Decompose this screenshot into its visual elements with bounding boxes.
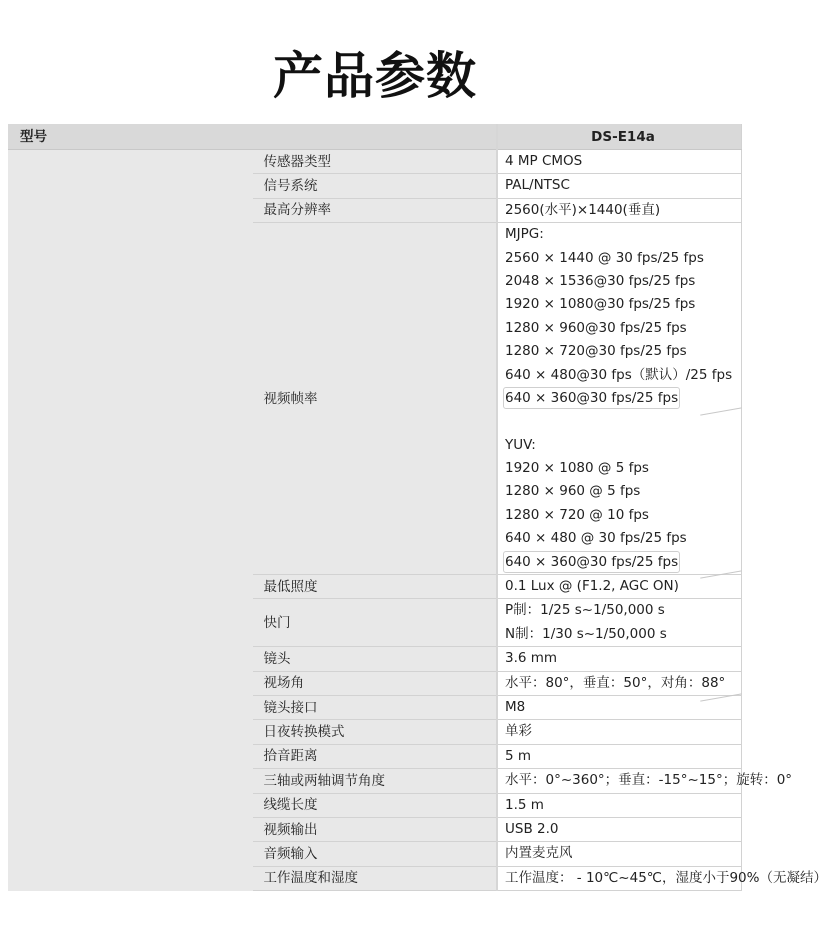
row-label: 音频输入 (253, 842, 498, 866)
row-value (497, 744, 742, 768)
page-title: 产品参数 (273, 47, 477, 105)
table-row (8, 223, 742, 575)
row-indent (8, 842, 253, 866)
value-line: 1280 × 960@30 fps/25 fps (505, 319, 687, 336)
table-row (8, 174, 742, 198)
row-label: 三轴或两轴调节角度 (253, 769, 498, 793)
table-row (8, 744, 742, 768)
highlighted-value: 640 × 360@30 fps/25 fps (503, 387, 680, 409)
value-line: 1.5 m (505, 796, 544, 813)
value-line: 4 MP CMOS (505, 153, 583, 169)
spec-table (8, 124, 827, 891)
table-row (8, 793, 742, 817)
value-line: 2048 × 1536@30 fps/25 fps (505, 272, 696, 289)
row-value (497, 174, 742, 198)
value-line: 1280 × 720 @ 10 fps (505, 506, 649, 523)
value-line: MJPG: (505, 226, 544, 243)
row-label: 传感器类型 (253, 150, 498, 174)
value-line: 640 × 480@30 fps（默认）/25 fps (505, 366, 733, 383)
row-indent (8, 575, 253, 599)
table-row (8, 150, 742, 174)
row-indent (8, 150, 253, 174)
row-label: 拾音距离 (253, 744, 498, 768)
row-value (497, 769, 793, 793)
header-label: 型号 (8, 124, 497, 150)
value-line: N制：1/30 s~1/50,000 s (505, 625, 667, 642)
table-row (8, 720, 742, 744)
row-indent (8, 198, 253, 222)
row-indent (8, 744, 253, 768)
table-row (8, 842, 742, 866)
table-row (8, 599, 742, 647)
value-line: 2560 × 1440 @ 30 fps/25 fps (505, 249, 704, 266)
value-line: 单彩 (505, 723, 532, 740)
value-line: 0.1 Lux @ (F1.2, AGC ON) (505, 578, 679, 595)
table-row (8, 575, 742, 599)
row-label: 工作温度和湿度 (253, 866, 498, 890)
value-line: 水平：0°~360°；垂直：-15°~15°；旋转：0° (505, 772, 793, 789)
row-indent (8, 769, 253, 793)
row-indent (8, 223, 253, 575)
row-value (497, 720, 742, 744)
value-line (505, 387, 741, 410)
row-value (497, 647, 742, 671)
row-value (497, 575, 742, 599)
value-line: YUV: (505, 436, 536, 453)
value-line: M8 (505, 698, 526, 715)
row-indent (8, 671, 253, 695)
value-line: 1280 × 960 @ 5 fps (505, 483, 641, 500)
row-indent (8, 793, 253, 817)
value-line: 1280 × 720@30 fps/25 fps (505, 343, 687, 360)
row-label: 视场角 (253, 671, 498, 695)
row-indent (8, 866, 253, 890)
row-value (497, 793, 742, 817)
value-line: P制：1/25 s~1/50,000 s (505, 602, 665, 619)
row-value (497, 223, 742, 575)
row-indent (8, 720, 253, 744)
table-row (8, 695, 742, 719)
row-label: 镜头 (253, 647, 498, 671)
value-line: 工作温度： - 10℃~45℃，湿度小于90%（无凝结） (505, 869, 827, 886)
highlighted-value: 640 × 360@30 fps/25 fps (503, 551, 680, 573)
row-value (497, 817, 742, 841)
row-indent (8, 599, 253, 647)
row-indent (8, 647, 253, 671)
table-row (8, 866, 742, 890)
header-model: DS-E14a (497, 124, 742, 150)
row-label: 镜头接口 (253, 695, 498, 719)
row-label: 线缆长度 (253, 793, 498, 817)
row-indent (8, 174, 253, 198)
value-line: PAL/NTSC (505, 177, 570, 194)
value-line: 3.6 mm (505, 650, 558, 667)
row-label: 视频输出 (253, 817, 498, 841)
row-label: 最低照度 (253, 575, 498, 599)
value-line: 2560(水平)×1440(垂直) (505, 201, 661, 218)
value-line: USB 2.0 (505, 820, 559, 837)
row-label: 视频帧率 (253, 223, 498, 575)
table-row (8, 671, 742, 695)
table-row (8, 769, 742, 793)
row-value (497, 150, 742, 174)
value-line: 内置麦克风 (505, 845, 573, 862)
value-line: 1920 × 1080@30 fps/25 fps (505, 296, 696, 313)
row-value (497, 842, 742, 866)
table-row (8, 647, 742, 671)
row-value (497, 671, 742, 695)
value-line: 水平：80°，垂直：50°，对角：88° (505, 674, 726, 691)
table-header-row (8, 124, 742, 150)
row-label: 最高分辨率 (253, 198, 498, 222)
table-row (8, 198, 742, 222)
row-value (497, 599, 742, 647)
row-value (497, 866, 827, 890)
value-line: 5 m (505, 747, 532, 764)
row-indent (8, 817, 253, 841)
table-row (8, 817, 742, 841)
row-label: 快门 (253, 599, 498, 647)
value-line (505, 551, 741, 574)
spec-rows (8, 150, 827, 891)
row-label: 信号系统 (253, 174, 498, 198)
value-line: 640 × 480 @ 30 fps/25 fps (505, 530, 687, 547)
row-label: 日夜转换模式 (253, 720, 498, 744)
row-indent (8, 695, 253, 719)
row-value (497, 198, 742, 222)
value-line: 1920 × 1080 @ 5 fps (505, 460, 649, 477)
